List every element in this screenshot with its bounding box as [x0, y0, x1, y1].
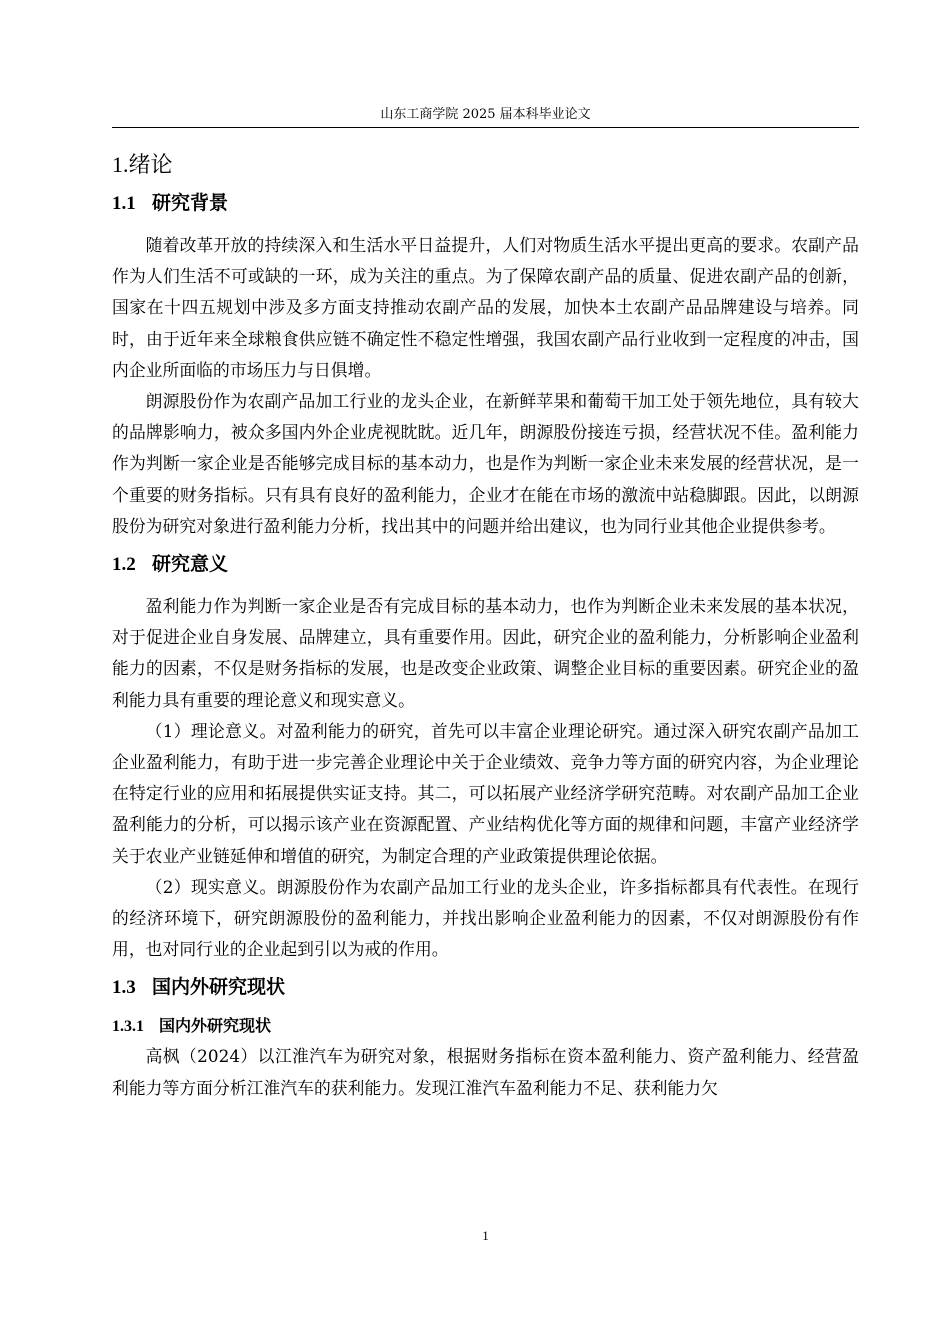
- paragraph: 随着改革开放的持续深入和生活水平日益提升，人们对物质生活水平提出更高的要求。农副产品作为人们生活不可或缺的一环，成为关注的重点。为了保障农副产品的质量、促进农副产品的创新，国家在十四五规划中涉及多方面支持推动农副产品的发展，加快本土农副产品品牌建设与培养。同时，由于近年来全球粮食供应链不确定性不稳定性增强，我国农副产品行业收到一定程度的冲击，国内企业所面临的市场压力与日俱增。: [112, 235, 859, 380]
- subsection-title: 国内外研究现状: [159, 1016, 272, 1036]
- section-title: 国内外研究现状: [152, 976, 286, 999]
- header-rule: [112, 127, 859, 128]
- chapter-number: 1.: [112, 152, 129, 177]
- paragraph: （2）现实意义。朗源股份作为农副产品加工行业的龙头企业，许多指标都具有代表性。在现行的经济环境下，研究朗源股份的盈利能力，并找出影响企业盈利能力的因素，不仅对朗源股份有作用，也对同行业的企业起到引以为戒的作用。: [112, 876, 859, 960]
- section-number: 1.1: [112, 193, 136, 214]
- subsection-number: 1.3.1: [112, 1018, 144, 1036]
- section-heading-1-2: [112, 550, 859, 579]
- section-number: 1.2: [112, 554, 136, 576]
- page-body: [112, 150, 859, 1104]
- page-number: 1: [482, 1228, 489, 1243]
- section-heading-1-1: [112, 189, 859, 218]
- section-title: 研究背景: [152, 192, 229, 214]
- chapter-title: [112, 150, 859, 181]
- paragraph: 朗源股份作为农副产品加工行业的龙头企业，在新鲜苹果和葡萄干加工处于领先地位，具有较大的品牌影响力，被众多国内外企业虎视眈眈。近几年，朗源股份接连亏损，经营状况不佳。盈利能力作为判断一家企业是否能够完成目标的基本动力，也是作为判断一家企业未来发展的经营状况，是一个重要的财务指标。只有具有良好的盈利能力，企业才在能在市场的激流中站稳脚跟。因此，以朗源股份为研究对象进行盈利能力分析，找出其中的问题并给出建议，也为同行业其他企业提供参考。: [112, 391, 859, 536]
- chapter-title-text: 绪论: [128, 153, 173, 178]
- section-number: 1.3: [112, 977, 136, 999]
- running-header: 山东工商学院 2025 届本科毕业论文: [380, 107, 591, 122]
- paragraph: （1）理论意义。对盈利能力的研究，首先可以丰富企业理论研究。通过深入研究农副产品加工企业盈利能力，有助于进一步完善企业理论中关于企业绩效、竞争力等方面的研究内容，为企业理论在特定行业的应用和拓展提供实证支持。其二，可以拓展产业经济学研究范畴。对农副产品加工企业盈利能力的分析，可以揭示该产业在资源配置、产业结构优化等方面的规律和问题，丰富产业经济学关于农业产业链延伸和增值的研究，为制定合理的产业政策提供理论依据。: [112, 720, 859, 866]
- section-title: 研究意义: [152, 553, 229, 576]
- subsection-heading-1-3-1: [112, 1014, 859, 1039]
- paragraph: 盈利能力作为判断一家企业是否有完成目标的基本动力，也作为判断企业未来发展的基本状况，对于促进企业自身发展、品牌建立，具有重要作用。因此，研究企业的盈利能力，分析影响企业盈利能力的因素，不仅是财务指标的发展，也是改变企业政策、调整企业目标的重要因素。研究企业的盈利能力具有重要的理论意义和现实意义。: [112, 596, 859, 710]
- section-heading-1-3: [112, 973, 859, 1002]
- paragraph: 高枫（2024）以江淮汽车为研究对象，根据财务指标在资本盈利能力、资产盈利能力、经营盈利能力等方面分析江淮汽车的获利能力。发现江淮汽车盈利能力不足、获利能力欠: [112, 1046, 859, 1098]
